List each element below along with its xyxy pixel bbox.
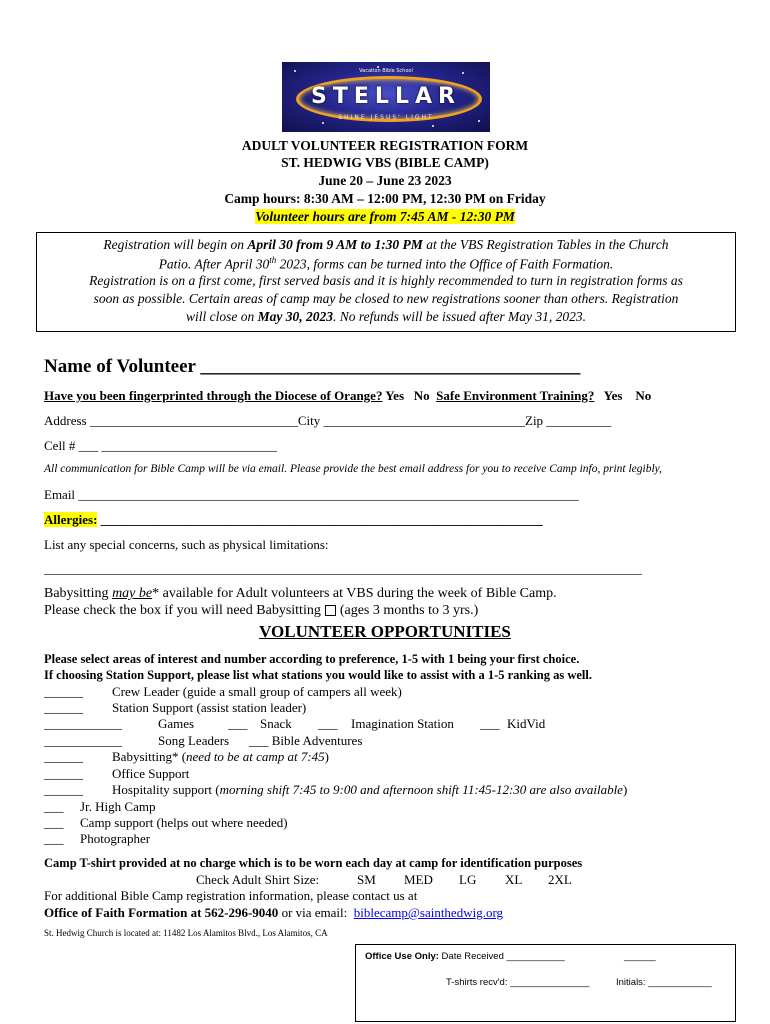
concerns-label: List any special concerns, such as physical limitations: <box>44 537 329 552</box>
opportunities-title: VOLUNTEER OPPORTUNITIES <box>259 622 511 641</box>
song-leaders-label: Song Leaders <box>158 733 230 748</box>
babysitting-label: Babysitting* (need to be at camp at 7:45) <box>112 749 330 764</box>
size-sm[interactable]: SM <box>357 872 376 887</box>
song-leaders-blank[interactable]: ____________ <box>44 733 122 748</box>
snack-label: Snack <box>260 716 292 731</box>
station-support-label: Station Support (assist station leader) <box>112 700 307 715</box>
volunteer-hours: Volunteer hours are from 7:45 AM - 12:30 PM <box>255 209 515 224</box>
station-support-blank[interactable]: ______ <box>44 700 83 715</box>
cell-field[interactable]: Cell # ___ ___________________________ <box>44 438 277 453</box>
form-title: ADULT VOLUNTEER REGISTRATION FORM <box>241 138 529 153</box>
camp-support-blank[interactable]: ___ <box>44 815 64 830</box>
size-med[interactable]: MED <box>404 872 433 887</box>
camp-dates: June 20 – June 23 2023 <box>318 173 452 188</box>
kidvid-blank[interactable]: ___ <box>480 716 500 731</box>
notice-line-3: Registration is on a first come, first served basis and it is highly recommended to turn in registration forms as <box>89 273 683 288</box>
imagination-blank[interactable]: ___ <box>318 716 338 731</box>
babysitting-checkbox[interactable] <box>325 605 336 616</box>
imagination-label: Imagination Station <box>351 716 454 731</box>
opportunities-instructions-1: Please select areas of interest and number according to preference, 1-5 with 1 being your first choice. <box>44 652 580 666</box>
jr-high-label: Jr. High Camp <box>80 799 156 814</box>
email-field[interactable]: Email _____________________________________________________________________________ <box>44 487 579 502</box>
address-field[interactable]: Address ________________________________City _______________________________Zip __________ <box>44 413 612 428</box>
tshirts-received: T-shirts recv'd: _______________ <box>446 977 590 988</box>
opportunities-instructions-2: If choosing Station Support, please list what stations you would like to assist with a 1-5 ranking as well. <box>44 668 592 682</box>
tshirt-note: Camp T-shirt provided at no charge which is to be worn each day at camp for identification purposes <box>44 856 583 870</box>
office-use-label: Office Use Only: <box>365 951 439 962</box>
size-xl[interactable]: XL <box>505 872 523 887</box>
volunteer-name-field[interactable]: Name of Volunteer ________________________________________ <box>44 356 581 377</box>
camp-hours: Camp hours: 8:30 AM – 12:00 PM, 12:30 PM on Friday <box>224 191 546 206</box>
camp-support-label: Camp support (helps out where needed) <box>80 815 288 830</box>
shirt-size-label: Check Adult Shirt Size: <box>196 872 320 887</box>
notice-line-1: Registration will begin on April 30 from 9 AM to 1:30 PM at the VBS Registration Tables in the Church <box>103 237 669 252</box>
office-support-blank[interactable]: ______ <box>44 766 83 781</box>
photographer-label: Photographer <box>80 831 151 846</box>
photographer-blank[interactable]: ___ <box>44 831 64 846</box>
snack-blank[interactable]: ___ <box>228 716 248 731</box>
office-use-box <box>355 944 736 1022</box>
notice-line-2: Patio. After April 30th 2023, forms can be turned into the Office of Faith Formation. <box>158 255 614 272</box>
camp-name: ST. HEDWIG VBS (BIBLE CAMP) <box>281 155 489 170</box>
office-date-line: Office Use Only: Date Received ___________ <box>365 951 565 962</box>
logo-word: STELLAR <box>311 84 461 109</box>
bible-adventures[interactable]: ___ Bible Adventures <box>249 733 363 748</box>
office-support-label: Office Support <box>112 766 190 781</box>
contact-info: For additional Bible Camp registration information, please contact us at <box>44 888 418 903</box>
concerns-field[interactable]: ____________________________________________________________________________________________ <box>44 561 642 576</box>
size-2xl[interactable]: 2XL <box>548 872 572 887</box>
games-label: Games <box>158 716 195 731</box>
notice-line-5: will close on May 30, 2023. No refunds will be issued after May 31, 2023. <box>186 309 586 324</box>
fingerprint-question[interactable]: Have you been fingerprinted through the Diocese of Orange? Yes No Safe Environment Training? Yes No <box>44 388 652 403</box>
church-address: St. Hedwig Church is located at: 11482 Los Alamitos Blvd., Los Alamitos, CA <box>44 928 328 938</box>
allergies-label: Allergies: <box>44 512 98 527</box>
hospitality-blank[interactable]: ______ <box>44 782 83 797</box>
jr-high-blank[interactable]: ___ <box>44 799 64 814</box>
kidvid-label: KidVid <box>507 716 546 731</box>
babysitting-check: Please check the box if you will need Babysitting (ages 3 months to 3 yrs.) <box>44 603 479 618</box>
email-link[interactable]: biblecamp@sainthedwig.org <box>353 905 504 920</box>
crew-leader-blank[interactable]: ______ <box>44 684 83 699</box>
logo-top-text: Vacation Bible School <box>359 68 413 74</box>
volunteer-hours-line <box>0 209 770 225</box>
crew-leader-label: Crew Leader (guide a small group of campers all week) <box>112 684 402 699</box>
size-lg[interactable]: LG <box>459 872 477 887</box>
initials-field: Initials: ____________ <box>616 977 712 988</box>
office-blank: ______ <box>624 951 656 962</box>
registration-notice <box>36 232 736 332</box>
games-blank[interactable]: ____________ <box>44 716 122 731</box>
logo-tagline: SHINE JESUS' LIGHT <box>338 114 434 121</box>
office-contact: Office of Faith Formation at 562-296-9040 or via email: biblecamp@sainthedwig.org <box>44 905 504 920</box>
babysitting-info: Babysitting may be* available for Adult volunteers at VBS during the week of Bible Camp. <box>44 586 557 601</box>
communication-note: All communication for Bible Camp will be via email. Please provide the best email address for you to receive Camp info, print legibly, <box>44 463 663 475</box>
hospitality-label: Hospitality support (morning shift 7:45 to 9:00 and afternoon shift 11:45-12:30 are also available) <box>112 782 628 797</box>
allergies-field[interactable]: Allergies: ____________________________________________________________________ <box>44 512 543 527</box>
babysitting-blank[interactable]: ______ <box>44 749 83 764</box>
notice-line-4: soon as possible. Certain areas of camp may be closed to new registrations sooner than others. Registration <box>93 291 679 306</box>
stellar-logo <box>282 62 490 132</box>
